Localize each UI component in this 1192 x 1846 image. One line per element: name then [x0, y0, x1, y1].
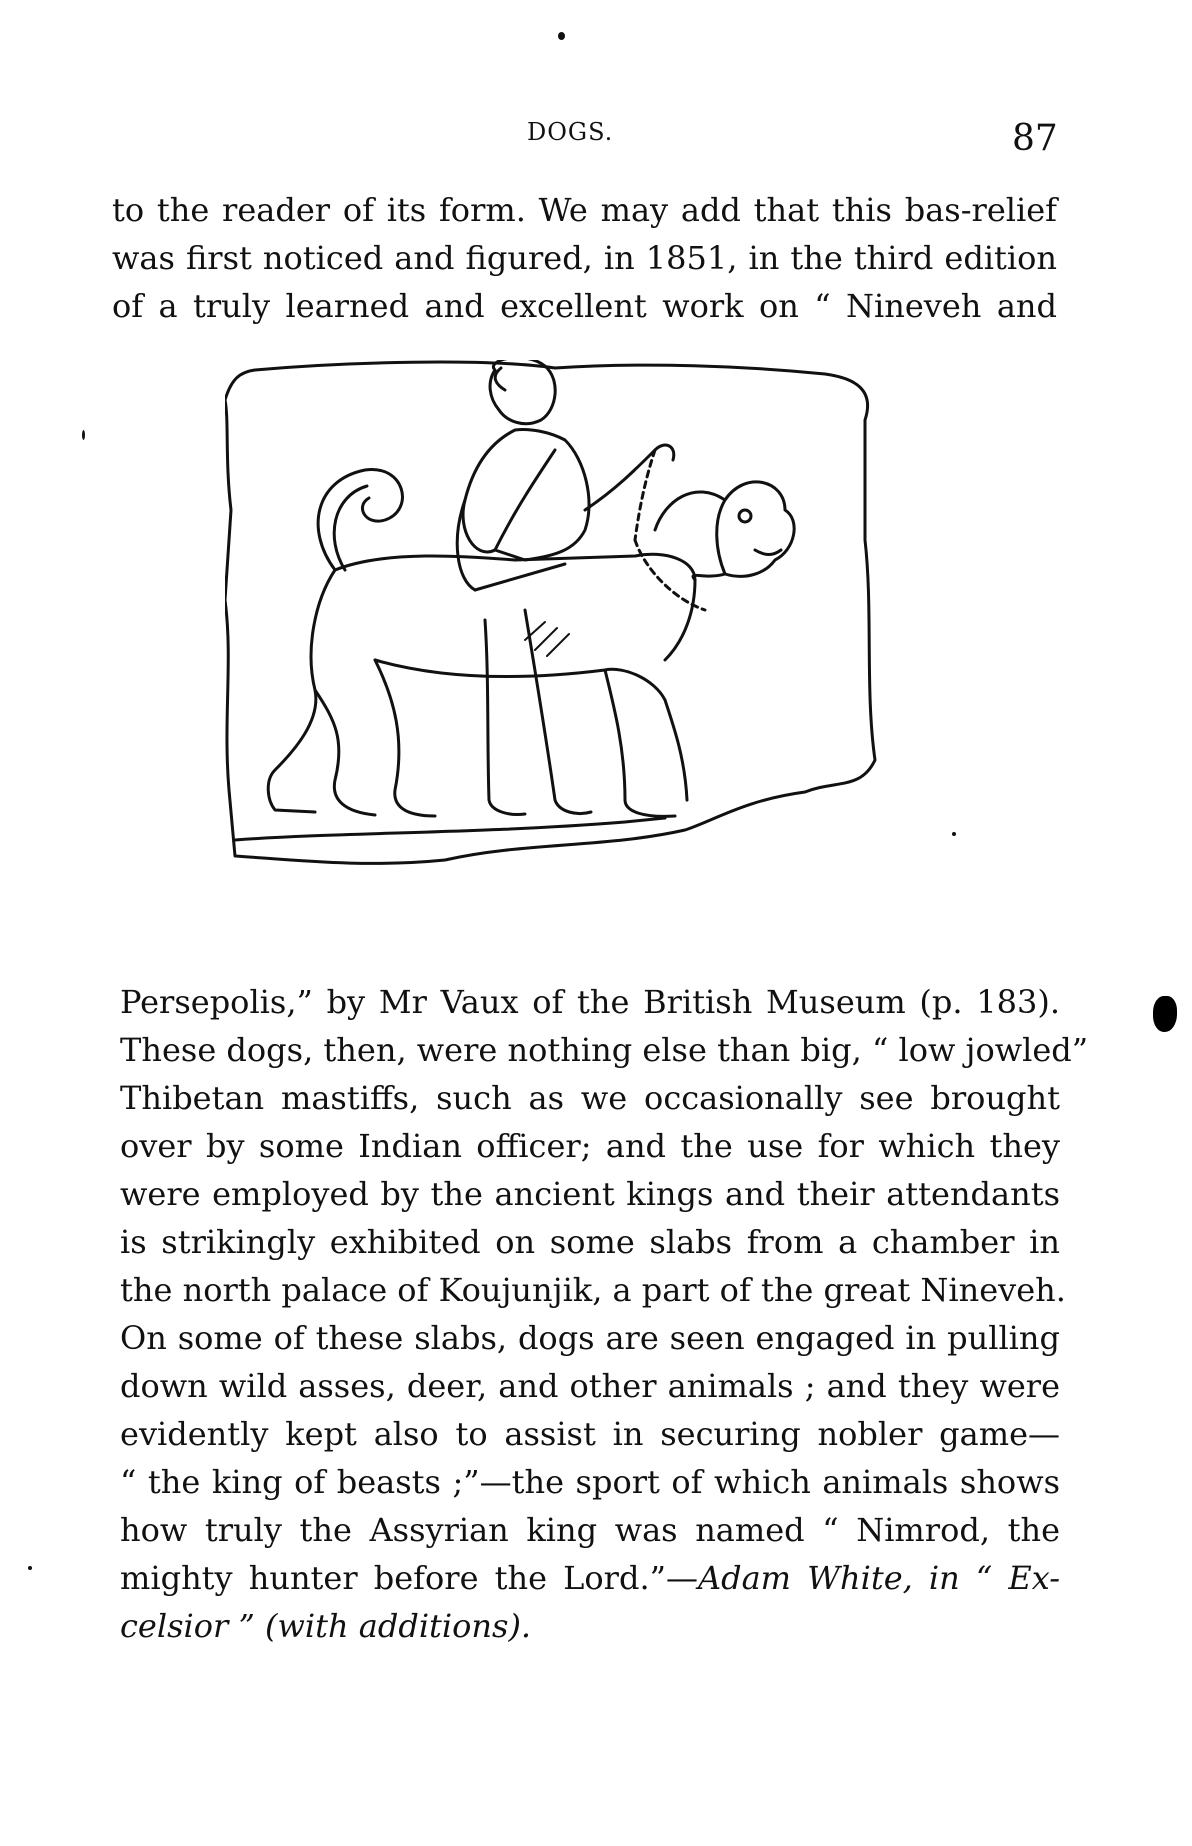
dog-hind-leg [315, 690, 375, 815]
text-line: over by some Indian officer; and the use for which they [120, 1127, 1060, 1165]
ink-blot [1153, 996, 1177, 1032]
text-line: These dogs, then, were nothing else than big, “ low jowled” [120, 1031, 1089, 1069]
text-line: “ the king of beasts ;”—the sport of which animals shows [120, 1463, 1060, 1501]
dog-head [655, 482, 794, 580]
text-line: to the reader of its form. We may add that this bas-relief [112, 191, 1057, 229]
text-line: how truly the Assyrian king was named “ Nimrod, the [120, 1511, 1060, 1549]
running-head: DOGS. [527, 118, 614, 146]
paragraph-top [112, 186, 1057, 330]
text-line: Persepolis,” by Mr Vaux of the British Museum (p. 183). [120, 983, 1060, 1021]
text-line: down wild asses, deer, and other animals ; and they were [120, 1367, 1060, 1405]
page-number: 87 [1012, 118, 1058, 159]
text-line: is strikingly exhibited on some slabs from a chamber in [120, 1223, 1060, 1261]
text-line: of a truly learned and excellent work on “ Nineveh and [112, 287, 1057, 325]
text-line: the north palace of Koujunjik, a part of the great Nineveh. [120, 1271, 1066, 1309]
dog-tail [318, 469, 402, 570]
bas-relief-illustration [225, 360, 985, 980]
text-line: were employed by the ancient kings and their attendants [120, 1175, 1060, 1213]
text-line-with-citation [120, 1554, 1060, 1602]
dog-front-leg [605, 670, 675, 816]
text-line: On some of these slabs, dogs are seen engaged in pulling [120, 1319, 1060, 1357]
scan-speck [558, 32, 565, 40]
attendant-leg [485, 620, 525, 814]
paragraph-bottom [120, 978, 1089, 1650]
citation-text: Adam White, in “ Ex- [697, 1559, 1061, 1597]
scan-speck [82, 430, 85, 440]
citation-continuation: celsior ” (with additions). [120, 1607, 532, 1645]
text-line-plain: mighty hunter before the Lord.”— [120, 1559, 698, 1597]
scan-speck [952, 832, 956, 836]
slab-border [225, 362, 875, 863]
scan-speck [28, 1566, 32, 1570]
text-line: evidently kept also to assist in securing nobler game— [120, 1415, 1060, 1453]
text-line: was first noticed and figured, in 1851, in the third edition [112, 239, 1057, 277]
ground-line [235, 818, 665, 840]
text-line: Thibetan mastiffs, such as we occasionally see brought [120, 1079, 1060, 1117]
